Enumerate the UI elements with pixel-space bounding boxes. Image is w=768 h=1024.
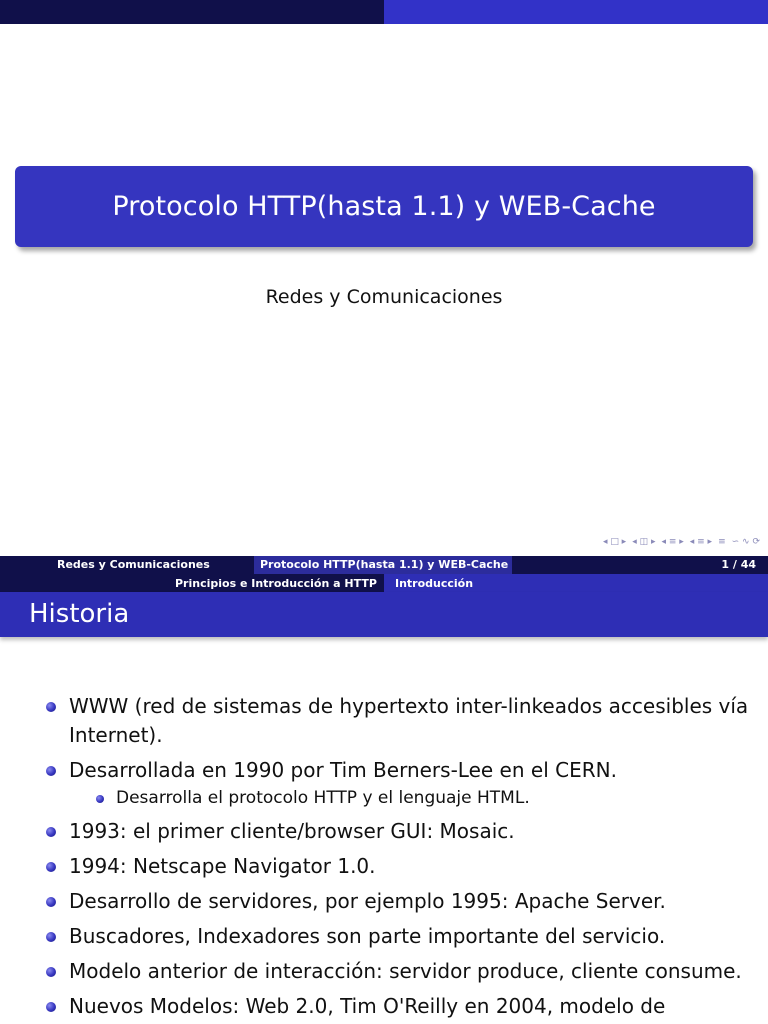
nav-document-icon[interactable]: ≡	[718, 537, 726, 547]
list-item	[0, 922, 768, 951]
bullet-icon	[46, 967, 56, 977]
header-course[interactable]: Redes y Comunicaciones	[57, 558, 210, 571]
bullet-icon	[46, 1002, 56, 1012]
bullet-icon	[46, 932, 56, 942]
list-item	[0, 852, 768, 881]
bullet-list	[0, 692, 768, 1024]
header-row-1	[0, 556, 768, 574]
sub-bullet-icon	[96, 795, 104, 803]
header-section[interactable]: Principios e Introducción a HTTP	[175, 577, 377, 590]
bullet-text: Desarrollada en 1990 por Tim Berners-Lee en el CERN.	[69, 758, 617, 782]
presentation-subtitle: Redes y Comunicaciones	[265, 286, 503, 308]
bullet-text: 1994: Netscape Navigator 1.0.	[69, 854, 376, 878]
list-item	[0, 992, 768, 1021]
list-item	[0, 756, 768, 785]
frame-title: Historia	[0, 592, 768, 637]
nav-section-icon[interactable]: ◂ ≡ ▸	[689, 537, 713, 547]
sub-list-item	[0, 787, 768, 809]
bullet-text: 1993: el primer cliente/browser GUI: Mosaic.	[69, 819, 515, 843]
nav-frame-icon[interactable]: ◂ ◫ ▸	[632, 537, 656, 547]
bullet-text: Buscadores, Indexadores son parte importante del servicio.	[69, 924, 666, 948]
bullet-icon	[46, 702, 56, 712]
header-talk-title[interactable]: Protocolo HTTP(hasta 1.1) y WEB-Cache	[254, 556, 512, 574]
beamer-navigation	[603, 537, 760, 547]
sub-bullet-text: Desarrolla el protocolo HTTP y el lenguaje HTML.	[116, 788, 530, 808]
bullet-icon	[46, 862, 56, 872]
top-bar-right	[384, 0, 768, 24]
bullet-icon	[46, 766, 56, 776]
nav-subsection-icon[interactable]: ◂ ≡ ▸	[661, 537, 684, 547]
bullet-text: WWW (red de sistemas de hypertexto inter-linkeados accesibles vía Internet).	[69, 694, 749, 747]
nav-search-icon[interactable]: ∽ ∿ ⟳	[731, 537, 760, 547]
list-item	[0, 692, 768, 750]
bullet-text: Nuevos Modelos: Web 2.0, Tim O'Reilly en 2004, modelo de	[69, 994, 666, 1018]
bullet-text: Modelo anterior de interacción: servidor produce, cliente consume.	[69, 959, 742, 983]
list-item	[0, 817, 768, 846]
top-bar-left	[0, 0, 384, 24]
list-item	[0, 957, 768, 986]
nav-slide-icon[interactable]: ◂ □ ▸	[602, 537, 627, 547]
title-box	[15, 166, 753, 247]
content-slide	[0, 556, 768, 1024]
header-subsection[interactable]: Introducción	[384, 574, 768, 592]
header-page-number: 1 / 44	[721, 558, 756, 571]
header-row-2	[0, 574, 768, 592]
bullet-text: Desarrollo de servidores, por ejemplo 1995: Apache Server.	[69, 889, 666, 913]
presentation-title: Protocolo HTTP(hasta 1.1) y WEB-Cache	[112, 191, 656, 222]
bullet-icon	[46, 897, 56, 907]
bullet-icon	[46, 827, 56, 837]
list-item	[0, 887, 768, 916]
